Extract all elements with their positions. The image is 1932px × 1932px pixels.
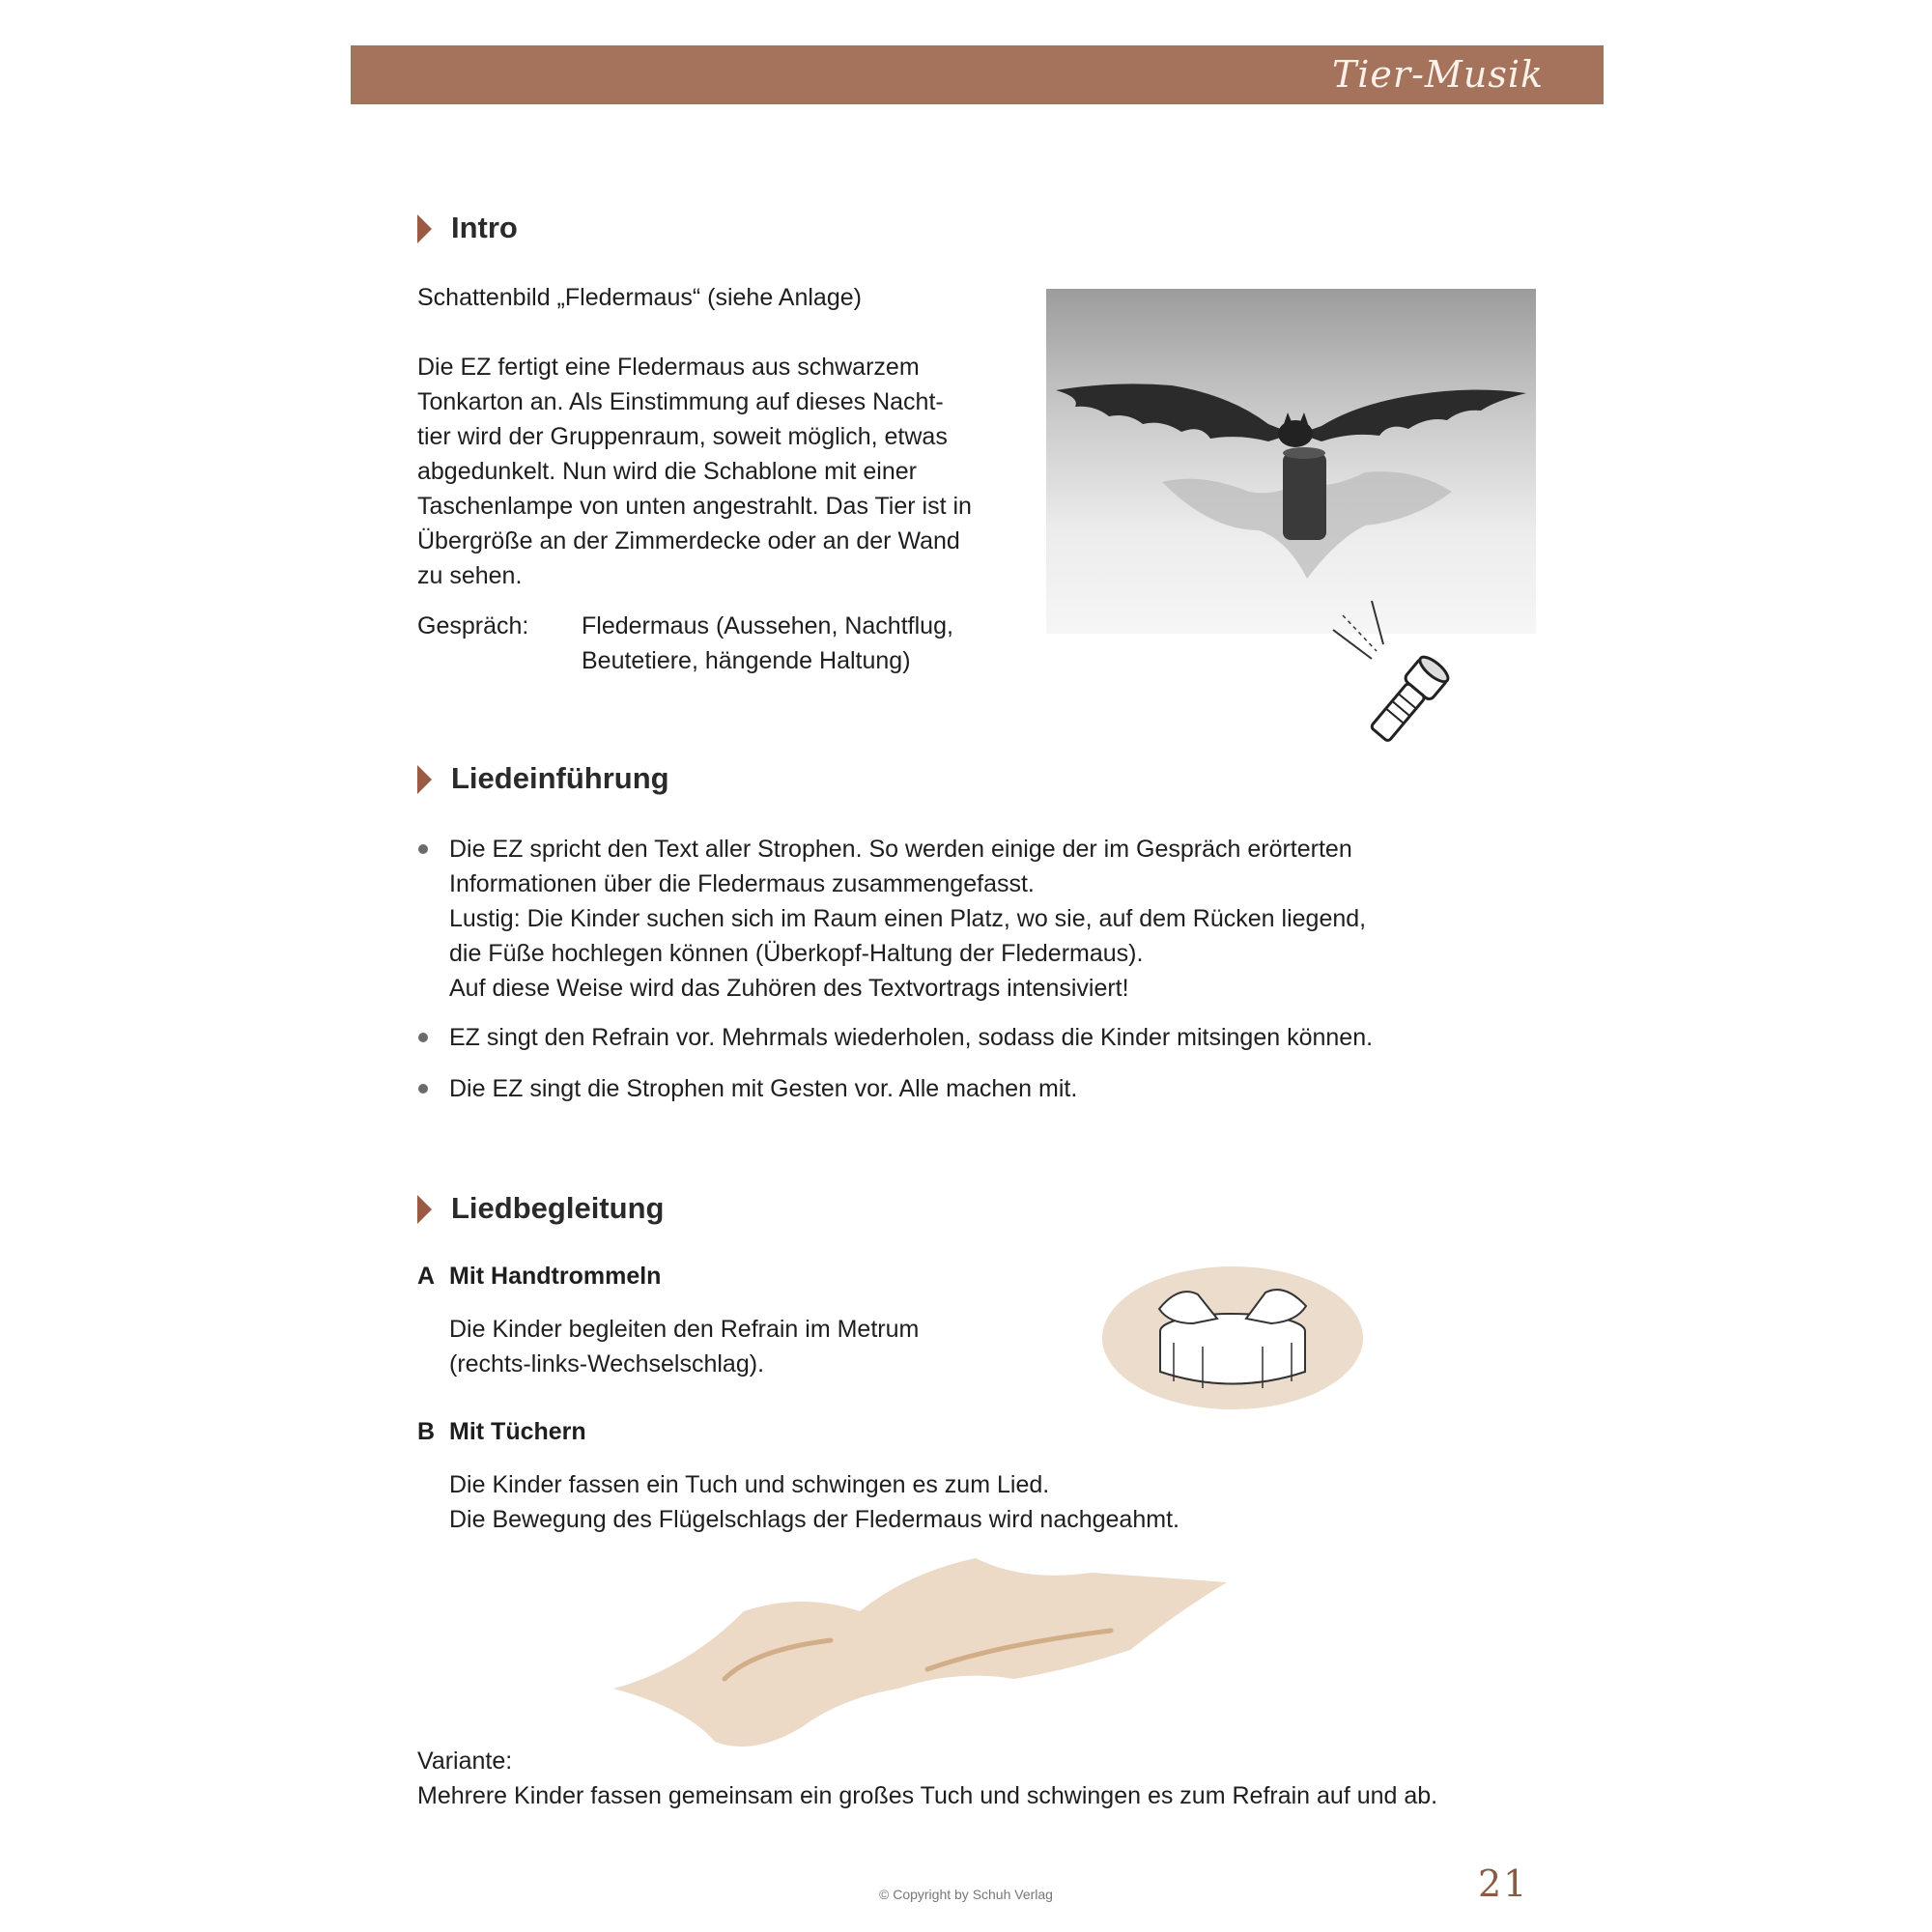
bat-icon — [1046, 289, 1536, 634]
heading-text: Intro — [451, 211, 518, 244]
variante-text: Mehrere Kinder fassen gemeinsam ein großes Tuch und schwingen es zum Refrain auf und ab. — [417, 1782, 1438, 1809]
subsection-text: Die Bewegung des Flügelschlags der Fledermaus wird nachgeahmt. — [449, 1506, 1179, 1533]
header-title: Tier-Musik — [1331, 53, 1544, 96]
intro-para-line: Die EZ fertigt eine Fledermaus aus schwarzem — [417, 354, 920, 381]
bullet-icon — [418, 1084, 428, 1094]
bullet-line: Lustig: Die Kinder suchen sich im Raum einen Platz, wo sie, auf dem Rücken liegend, — [449, 905, 1367, 932]
heading-text: Liedeinführung — [451, 761, 669, 795]
header-bar — [351, 45, 1604, 104]
intro-para-line: tier wird der Gruppenraum, soweit möglich, etwas — [417, 423, 948, 450]
intro-para-line: zu sehen. — [417, 562, 523, 589]
section-arrow-icon — [417, 214, 432, 243]
bullet-line: Die EZ singt die Strophen mit Gesten vor. Alle machen mit. — [449, 1075, 1078, 1102]
bullet-line: Auf diese Weise wird das Zuhören des Textvortrags intensiviert! — [449, 975, 1129, 1002]
subsection-title: Mit Tüchern — [449, 1418, 586, 1445]
bullet-icon — [418, 1033, 428, 1042]
subsection-letter: B — [417, 1418, 436, 1445]
page-number: 21 — [1478, 1862, 1529, 1905]
flashlight-icon — [1323, 591, 1468, 755]
hand-drum-icon — [1101, 1265, 1364, 1410]
bat-shadow-photo — [1046, 289, 1536, 634]
subsection-text: (rechts-links-Wechselschlag). — [449, 1350, 765, 1378]
cloth-icon — [609, 1553, 1236, 1756]
bullet-line: EZ singt den Refrain vor. Mehrmals wiederholen, sodass die Kinder mitsingen können. — [449, 1024, 1374, 1051]
gespraech-text: Beutetiere, hängende Haltung) — [582, 647, 911, 674]
intro-para-line: abgedunkelt. Nun wird die Schablone mit einer — [417, 458, 917, 485]
bullet-line: Informationen über die Fledermaus zusammengefasst. — [449, 870, 1035, 897]
subsection-letter: A — [417, 1263, 436, 1290]
intro-para-line: Tonkarton an. Als Einstimmung auf dieses Nacht- — [417, 388, 944, 415]
section-arrow-icon — [417, 765, 432, 794]
intro-para-line: Übergröße an der Zimmerdecke oder an der Wand — [417, 527, 960, 554]
subsection-text: Die Kinder begleiten den Refrain im Metrum — [449, 1316, 920, 1343]
bullet-line: Die EZ spricht den Text aller Strophen. So werden einige der im Gespräch erörterten — [449, 836, 1352, 863]
intro-line: Schattenbild „Fledermaus“ (siehe Anlage) — [417, 284, 862, 311]
heading-text: Liedbegleitung — [451, 1191, 665, 1225]
section-arrow-icon — [417, 1195, 432, 1224]
copyright-notice: © Copyright by Schuh Verlag — [879, 1887, 1053, 1902]
bullet-line: die Füße hochlegen können (Überkopf-Haltung der Fledermaus). — [449, 940, 1144, 967]
gespraech-text: Fledermaus (Aussehen, Nachtflug, — [582, 612, 953, 639]
variante-label: Variante: — [417, 1747, 513, 1775]
subsection-text: Die Kinder fassen ein Tuch und schwingen es zum Lied. — [449, 1471, 1050, 1498]
gespraech-label: Gespräch: — [417, 612, 529, 639]
bullet-icon — [418, 844, 428, 854]
subsection-title: Mit Handtrommeln — [449, 1263, 662, 1290]
intro-para-line: Taschenlampe von unten angestrahlt. Das Tier ist in — [417, 493, 972, 520]
